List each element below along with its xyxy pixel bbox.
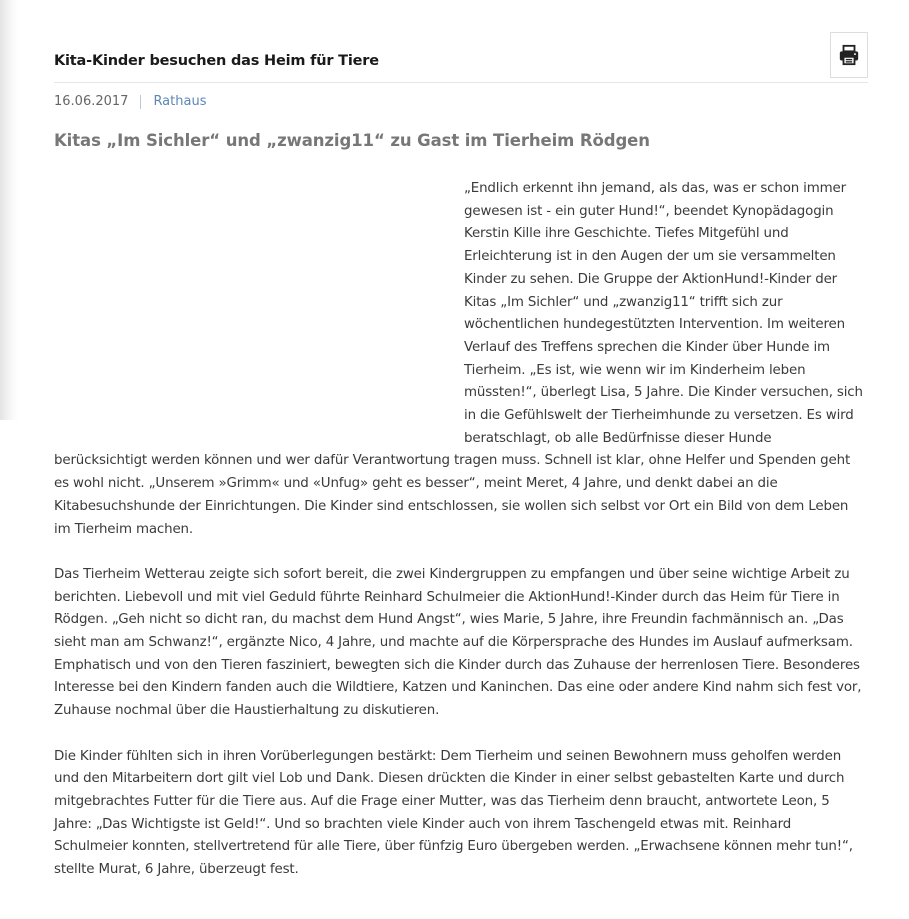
printer-icon — [838, 44, 860, 66]
image-placeholder — [54, 178, 464, 448]
paragraph: Die Kinder fühlten sich in ihren Vorüberlegungen bestärkt: Dem Tierheim und seinen Bewohnern muss geholfen werden und den Mitarbeitern dort gilt viel Lob und Dank. Diesen drückten die Kinder in einer selbst gebastelten Karte und durch mitgebrachtes Futter für die Tiere aus. Auf die Frage einer Mutter, was das Tierheim denn braucht, antwortete Leon, 5 Jahre: „Das Wichtigste ist Geld!“. Und so brachten viele Kinder auch von ihrem Taschengeld etwas mit. Reinhard Schulmeier konnten, stellvertretend für alle Tiere, über fünfzig Euro übergeben werden. „Erwachsene können mehr tun!“, stellte Murat, 6 Jahre, überzeugt fest. — [54, 748, 853, 878]
category-link[interactable]: Rathaus — [153, 94, 207, 109]
paragraph: „Endlich erkennt ihn jemand, als das, was er schon immer gewesen ist - ein guter Hund!“, beendet Kynopädagogin Kerstin Kille ihre Geschichte. Tiefes Mitgefühl und Erleichterung ist in den Augen der um sie versammelten Kinder zu sehen. Die Gruppe der AktionHund!-Kinder der Kitas „Im Sichler“ und „zwanzig11“ trifft sich zur wöchentlichen hundegestützten Intervention. Im weiteren Verlauf des Treffens sprechen die Kinder über Hunde im Tierheim. „Es ist, wie wenn wir im Kinderheim leben müssten!“, überlegt Lisa, 5 Jahre. Die Kinder versuchen, sich in die Gefühlswelt der Tierheimhunde zu versetzen. Es wird beratschlagt, ob alle Bedürfnisse dieser Hunde berücksichtigt werden können und wer dafür Verantwortung tragen muss. Schnell ist klar, ohne Helfer und Spenden geht es wohl nicht. „Unserem »Grimm« und «Unfug» geht es besser“, meint Meret, 4 Jahre, und denkt dabei an die Kitabesuchshunde der Einrichtungen. Die Kinder sind entschlossen, sie wollen sich selbst vor Ort ein Bild von dem Leben im Tierheim machen. — [54, 181, 863, 537]
print-button[interactable] — [830, 32, 868, 78]
meta-divider — [140, 95, 141, 109]
left-edge-shadow — [0, 0, 18, 420]
article-header — [54, 0, 868, 83]
publish-date: 16.06.2017 — [54, 94, 129, 109]
article-meta — [54, 94, 206, 109]
paragraph: Das Tierheim Wetterau zeigte sich sofort bereit, die zwei Kindergruppen zu empfangen und über seine wichtige Arbeit zu berichten. Liebevoll und mit viel Geduld führte Reinhard Schulmeier die AktionHund!-Kinder durch das Heim für Tiere in Rödgen. „Geh nicht so dicht ran, du machst dem Hund Angst“, wies Marie, 5 Jahre, ihre Freundin fachmännisch an. „Das sieht man am Schwanz!“, ergänzte Nico, 4 Jahre, und machte auf die Körpersprache des Hundes im Auslauf aufmerksam. Emphatisch und von den Tieren fasziniert, bewegten sich die Kinder durch das Zuhause der herrenlosen Tiere. Besonderes Interesse bei den Kindern fanden auch die Wildtiere, Katzen und Kaninchen. Das eine oder andere Kind nahm sich fest vor, Zuhause nochmal über die Haustierhaltung zu diskutieren. — [54, 566, 862, 719]
article-title: Kita-Kinder besuchen das Heim für Tiere — [54, 53, 379, 69]
article-body — [54, 178, 866, 904]
article — [54, 0, 868, 878]
article-subtitle: Kitas „Im Sichler“ und „zwanzig11“ zu Gast im Tierheim Rödgen — [54, 131, 650, 150]
